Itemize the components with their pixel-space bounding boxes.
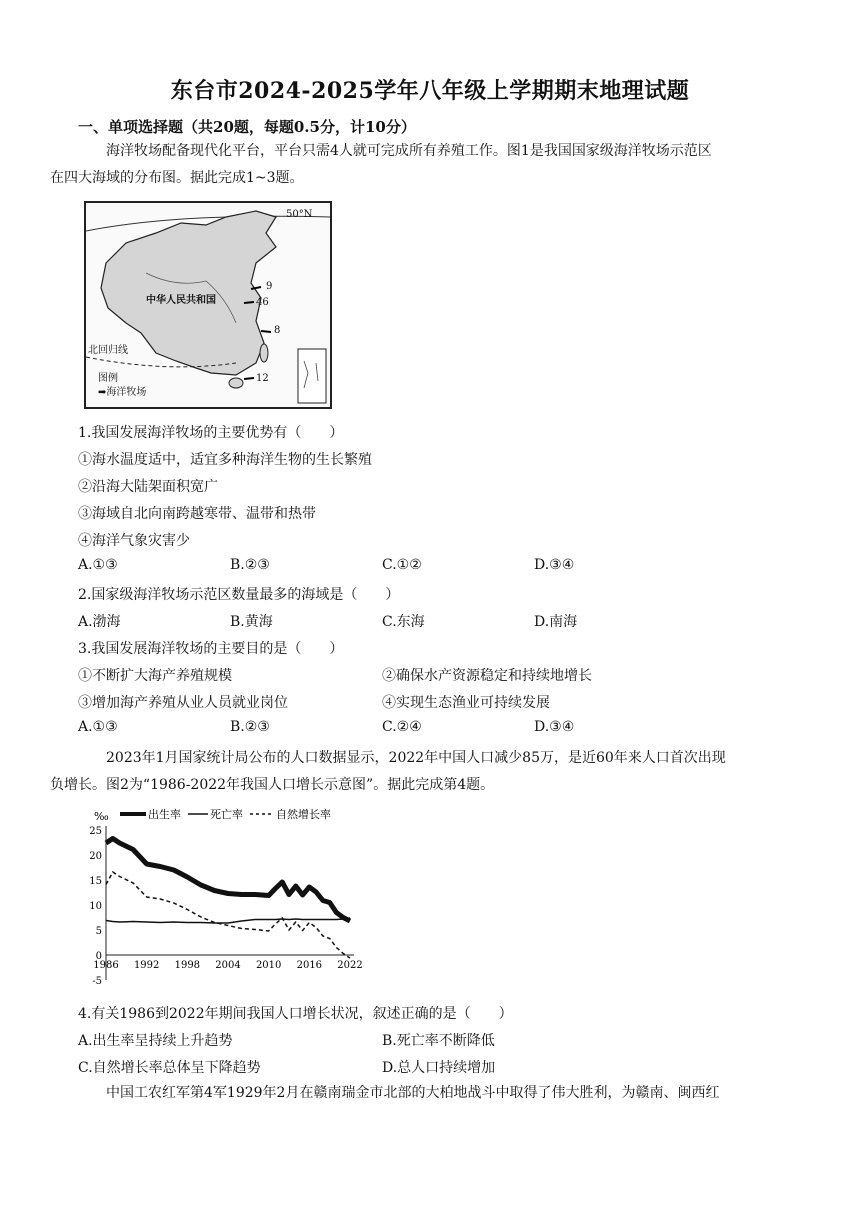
x-tick-label: 2010: [255, 960, 282, 971]
y-unit-label: ‰: [94, 810, 109, 823]
x-tick-label: 1998: [174, 960, 201, 971]
legend-label: 出生率: [148, 808, 181, 821]
question-4-option-b[interactable]: B.死亡率不断降低: [382, 1033, 495, 1049]
legend-label: 自然增长率: [276, 808, 331, 821]
intro-paragraph-1: [50, 138, 778, 192]
question-3-stem: 3.我国发展海洋牧场的主要目的是（ ）: [78, 641, 344, 657]
question-1-item: ①海水温度适中，适宜多种海洋生物的生长繁殖: [78, 452, 372, 468]
population-growth-chart: [78, 800, 388, 990]
ranch-arrow: [244, 378, 254, 379]
question-4-stem: 4.有关1986到2022年期间我国人口增长状况，叙述正确的是（ ）: [78, 1006, 513, 1022]
question-1-item: ②沿海大陆架面积宽广: [78, 479, 218, 495]
china-marine-ranch-map: [84, 201, 332, 409]
y-tick-label: 5: [95, 926, 102, 937]
question-2-option-d[interactable]: D.南海: [534, 614, 578, 630]
intro-3-line-1: 中国工农红军第4军1929年2月在赣南瑞金市北部的大柏地战斗中取得了伟大胜利，为赣南、闽西红: [106, 1085, 720, 1101]
country-label: 中华人民共和国: [146, 295, 216, 306]
intro-paragraph-3: [78, 1080, 778, 1107]
x-tick-label: 2022: [337, 960, 363, 971]
x-tick-label: 1986: [93, 960, 119, 971]
y-tick-label: 15: [89, 876, 102, 887]
question-3-item: ②确保水产资源稳定和持续地增长: [382, 668, 592, 684]
question-1-item: ③海域自北向南跨越寒带、温带和热带: [78, 506, 316, 522]
question-3-item: ④实现生态渔业可持续发展: [382, 695, 550, 711]
question-2-option-b[interactable]: B.黄海: [230, 614, 273, 630]
legend-item: ➡海洋牧场: [98, 387, 147, 398]
series-line-death-rate: [106, 918, 350, 923]
question-1-option-d[interactable]: D.③④: [534, 557, 575, 573]
series-line-birth-rate: [106, 839, 350, 922]
y-tick-label: -5: [92, 976, 102, 987]
ranch-arrow: [244, 302, 254, 303]
question-3-option-b[interactable]: B.②③: [230, 719, 270, 735]
intro-paragraph-2: [50, 745, 778, 799]
hainan-island: [229, 378, 243, 388]
ranch-count: 46: [256, 297, 269, 308]
legend-label: 死亡率: [210, 808, 243, 821]
series-line-natural-growth-rate: [106, 872, 350, 958]
ranch-count: 12: [256, 373, 269, 384]
question-2-option-c[interactable]: C.东海: [382, 614, 425, 630]
question-3-option-d[interactable]: D.③④: [534, 719, 575, 735]
south-sea-inset: [298, 349, 326, 403]
x-tick-label: 2016: [296, 960, 323, 971]
question-1-option-c[interactable]: C.①②: [382, 557, 422, 573]
question-4-option-c[interactable]: C.自然增长率总体呈下降趋势: [78, 1060, 261, 1076]
question-2-option-a[interactable]: A.渤海: [78, 614, 121, 630]
question-1-option-a[interactable]: A.①③: [78, 557, 118, 573]
y-tick-label: 10: [89, 901, 102, 912]
intro-1-line-1: 海洋牧场配备现代化平台，平台只需4人就可完成所有养殖工作。图1是我国国家级海洋牧场示范区: [106, 143, 712, 159]
question-2-stem: 2.国家级海洋牧场示范区数量最多的海域是（ ）: [78, 587, 400, 603]
taiwan-island: [260, 344, 268, 362]
ranch-count: 9: [266, 281, 273, 292]
section-heading: 一、单项选择题（共20题，每题0.5分，计10分）: [78, 118, 416, 136]
intro-2-line-1: 2023年1月国家统计局公布的人口数据显示，2022年中国人口减少85万，是近60年来人口首次出现: [106, 750, 726, 766]
y-tick-label: 0: [95, 951, 102, 962]
question-1-stem: 1.我国发展海洋牧场的主要优势有（ ）: [78, 425, 344, 441]
chart-svg: [78, 800, 388, 990]
page-title: 东台市2024-2025学年八年级上学期期末地理试题: [170, 78, 690, 104]
question-1-option-b[interactable]: B.②③: [230, 557, 270, 573]
tropic-label: 北回归线: [88, 345, 128, 356]
x-tick-label: 1992: [133, 960, 160, 971]
intro-1-line-2: 在四大海域的分布图。据此完成1~3题。: [50, 170, 304, 186]
ranch-arrow: [261, 331, 271, 332]
question-3-option-a[interactable]: A.①③: [78, 719, 118, 735]
question-3-item: ③增加海产养殖从业人员就业岗位: [78, 695, 288, 711]
y-tick-label: 25: [89, 826, 102, 837]
y-tick-label: 20: [89, 851, 102, 862]
latitude-label: 50°N: [286, 209, 313, 220]
legend-title: 图例: [98, 373, 118, 384]
question-4-option-d[interactable]: D.总人口持续增加: [382, 1060, 496, 1076]
question-3-item: ①不断扩大海产养殖规模: [78, 668, 232, 684]
question-1-item: ④海洋气象灾害少: [78, 533, 190, 549]
x-tick-label: 2004: [215, 960, 241, 971]
question-4-option-a[interactable]: A.出生率呈持续上升趋势: [78, 1033, 233, 1049]
intro-2-line-2: 负增长。图2为“1986-2022年我国人口增长示意图”。据此完成第4题。: [50, 777, 495, 793]
question-3-option-c[interactable]: C.②④: [382, 719, 422, 735]
ranch-count: 8: [274, 325, 281, 336]
